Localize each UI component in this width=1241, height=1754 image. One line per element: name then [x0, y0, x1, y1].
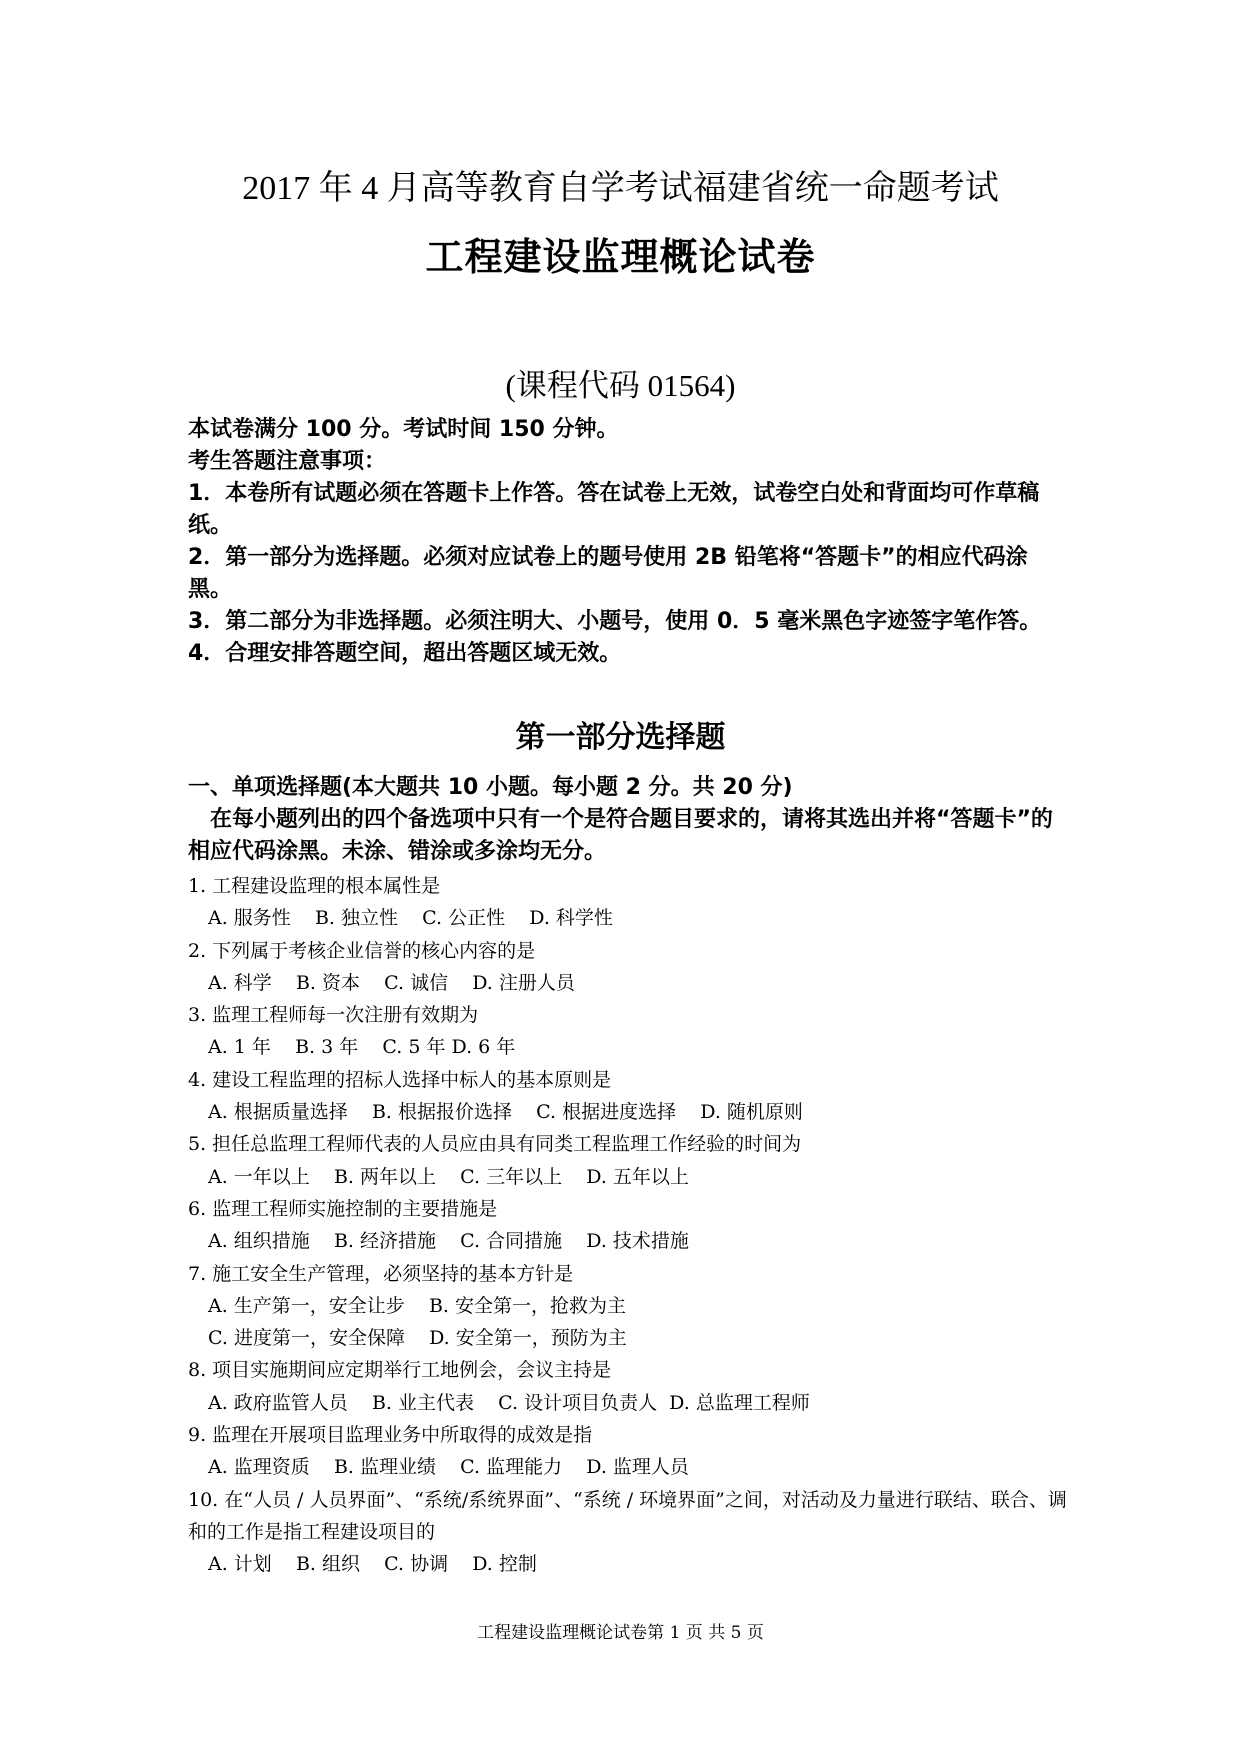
question-options: A. 1 年 B. 3 年 C. 5 年 D. 6 年	[208, 1036, 516, 1059]
paper-title: 工程建设监理概论试卷	[425, 235, 816, 279]
page-footer: 工程建设监理概论试卷第 1 页 共 5 页	[477, 1623, 764, 1643]
notice-line: 考生答题注意事项：	[188, 449, 387, 474]
question-options: A. 组织措施 B. 经济措施 C. 合同措施 D. 技术措施	[208, 1230, 689, 1253]
question-stem: 6. 监理工程师实施控制的主要措施是	[188, 1197, 498, 1220]
notice-line: 1．本卷所有试题必须在答题卡上作答。答在试卷上无效，试卷空白处和背面均可作草稿纸。	[188, 481, 1040, 538]
section-title: 第一部分选择题	[515, 720, 726, 755]
question-group-header	[188, 772, 1068, 868]
question-stem: 2. 下列属于考核企业信誉的核心内容的是	[188, 939, 536, 962]
exam-notice	[188, 414, 1068, 670]
question-options: A. 一年以上 B. 两年以上 C. 三年以上 D. 五年以上	[208, 1165, 689, 1188]
question-options: A. 科学 B. 资本 C. 诚信 D. 注册人员	[208, 971, 575, 994]
question-stem: 3. 监理工程师每一次注册有效期为	[188, 1004, 479, 1027]
notice-line: 本试卷满分 100 分。考试时间 150 分钟。	[188, 417, 619, 442]
question-stem: 4. 建设工程监理的招标人选择中标人的基本原则是	[188, 1068, 612, 1091]
question-options: A. 计划 B. 组织 C. 协调 D. 控制	[208, 1553, 537, 1576]
notice-line: 4．合理安排答题空间，超出答题区域无效。	[188, 641, 622, 666]
question-list	[188, 870, 1068, 1581]
question-stem: 10. 在“人员 / 人员界面”、“系统/系统界面”、“系统 / 环境界面”之间，对活动及力量进行联结、联合、调和的工作是指工程建设项目的	[188, 1488, 1067, 1543]
question-group-heading: 一、单项选择题(本大题共 10 小题。每小题 2 分。共 20 分)	[188, 775, 793, 800]
question-stem: 8. 项目实施期间应定期举行工地例会，会议主持是	[188, 1359, 612, 1382]
question-options: A. 政府监管人员 B. 业主代表 C. 设计项目负责人 D. 总监理工程师	[208, 1391, 810, 1414]
notice-line: 3．第二部分为非选择题。必须注明大、小题号，使用 0．5 毫米黑色字迹签字笔作答。	[188, 609, 1042, 634]
question-stem: 9. 监理在开展项目监理业务中所取得的成效是指	[188, 1424, 593, 1447]
exam-title: 2017 年 4 月高等教育自学考试福建省统一命题考试	[242, 170, 999, 207]
question-options: A. 根据质量选择 B. 根据报价选择 C. 根据进度选择 D. 随机原则	[208, 1101, 803, 1124]
question-stem: 7. 施工安全生产管理，必须坚持的基本方针是	[188, 1262, 574, 1285]
course-code: (课程代码 01564)	[505, 368, 736, 403]
question-stem: 5. 担任总监理工程师代表的人员应由具有同类工程监理工作经验的时间为	[188, 1133, 802, 1156]
question-stem: 1. 工程建设监理的根本属性是	[188, 875, 441, 897]
question-options: A. 监理资质 B. 监理业绩 C. 监理能力 D. 监理人员	[208, 1456, 689, 1479]
notice-line: 2．第一部分为选择题。必须对应试卷上的题号使用 2B 铅笔将“答题卡”的相应代码涂黑。	[188, 545, 1028, 602]
question-group-instruction: 在每小题列出的四个备选项中只有一个是符合题目要求的，请将其选出并将“答题卡”的相应代码涂黑。未涂、错涂或多涂均无分。	[188, 807, 1053, 864]
question-options: C. 进度第一，安全保障 D. 安全第一，预防为主	[208, 1327, 627, 1350]
question-options: A. 生产第一，安全让步 B. 安全第一，抢救为主	[208, 1294, 627, 1317]
question-options: A. 服务性 B. 独立性 C. 公正性 D. 科学性	[208, 907, 613, 930]
